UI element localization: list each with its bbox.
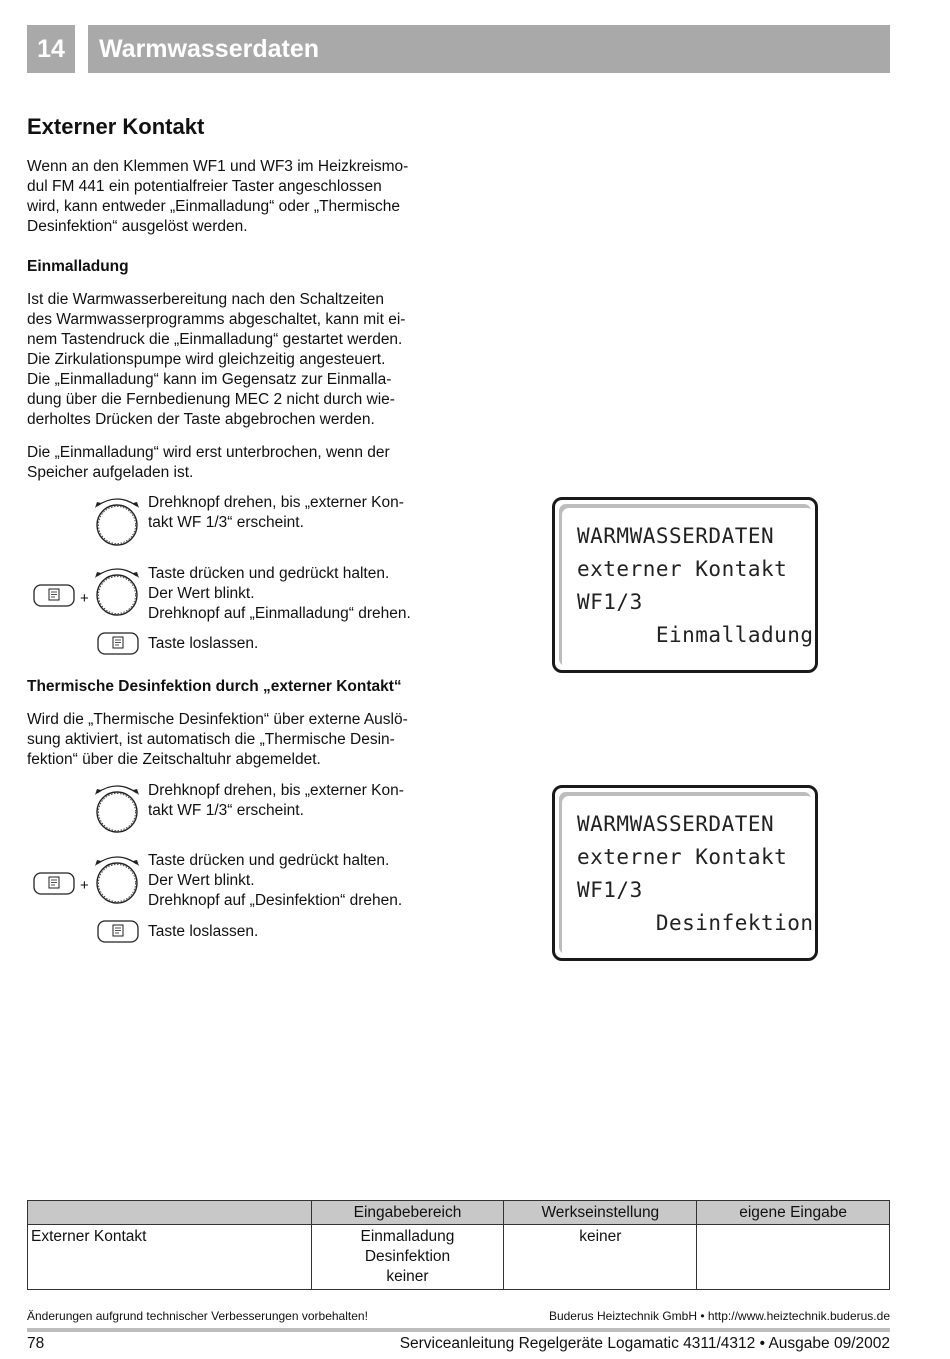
menu-button-icon [33, 584, 75, 607]
parameter-table [27, 1200, 890, 1290]
table-cell-name: Externer Kontakt [28, 1225, 312, 1290]
desinfektion-title: Thermische Desinfektion durch „externer Kontakt“ [27, 678, 402, 695]
section-title: Externer Kontakt [27, 114, 205, 139]
table-cell-own[interactable] [697, 1225, 890, 1290]
menu-button-icon [33, 872, 75, 895]
lcd-line-1: WARMWASSERDATEN [577, 812, 775, 836]
rotary-knob-icon [93, 564, 141, 616]
lcd-line-2: externer Kontakt [577, 845, 788, 869]
desinfektion-step-1: Drehknopf drehen, bis „externer Kon- takt WF 1/3“ erscheint. [148, 782, 404, 819]
chapter-title: Warmwasserdaten [88, 25, 890, 73]
einmalladung-step-3: Taste loslassen. [148, 635, 259, 652]
rotary-knob-icon [93, 494, 141, 546]
menu-button-icon [97, 920, 139, 943]
table-row [28, 1225, 890, 1290]
table-header: Eingabebereich [311, 1201, 504, 1225]
intro-paragraph: Wenn an den Klemmen WF1 und WF3 im Heizkreismo- dul FM 441 ein potentialfreier Taster angeschlossen wird, kann entweder „Einmalladung“ oder „Thermische Desinfektion“ ausgelöst werden. [27, 158, 409, 235]
rotary-knob-icon [93, 781, 141, 833]
einmalladung-paragraph-1: Ist die Warmwasserbereitung nach den Schaltzeiten des Warmwasserprogramms abgeschaltet, kann mit ei- nem Tastendruck die „Einmalladung“ gestartet werden. Die Zirkulationspumpe wird gleichzeitig angesteuert. Die „Einmalladung“ kann im Gegensatz zur Einmalla- dung über die Fernbedienung MEC 2 nicht durch wie- derholtes Drücken der Taste abgebrochen werden. [27, 291, 406, 428]
lcd-line-1: WARMWASSERDATEN [577, 524, 775, 548]
menu-button-icon [97, 632, 139, 655]
desinfektion-step-3: Taste loslassen. [148, 923, 259, 940]
footer-company: Buderus Heiztechnik GmbH • http://www.heiztechnik.buderus.de [548, 1309, 890, 1323]
desinfektion-step-2: Taste drücken und gedrückt halten. Der Wert blinkt. Drehknopf auf „Desinfektion“ drehen. [148, 852, 403, 909]
table-header: eigene Eingabe [697, 1201, 890, 1225]
table-cell-default: keiner [504, 1225, 697, 1290]
plus-sign: + [80, 590, 89, 607]
page-number: 78 [27, 1335, 45, 1352]
einmalladung-step-1: Drehknopf drehen, bis „externer Kon- takt WF 1/3“ erscheint. [148, 494, 404, 531]
lcd-line-4: Einmalladung [577, 623, 814, 647]
table-cell-range: Einmalladung Desinfektion keiner [311, 1225, 504, 1290]
lcd-line-3: WF1/3 [577, 590, 643, 614]
desinfektion-paragraph: Wird die „Thermische Desinfektion“ über externe Auslö- sung aktiviert, ist automatisch die „Thermische Desin- fektion“ über die Zeitschaltuhr abgemeldet. [27, 711, 408, 768]
table-header-row [28, 1201, 890, 1225]
table-header: Werkseinstellung [504, 1201, 697, 1225]
plus-sign: + [80, 877, 89, 894]
chapter-number: 14 [27, 25, 75, 73]
document-title: Serviceanleitung Regelgeräte Logamatic 4311/4312 • Ausgabe 09/2002 [399, 1335, 890, 1352]
lcd-display-desinfektion [552, 785, 818, 961]
footer-divider [27, 1328, 890, 1332]
footer-note: Änderungen aufgrund technischer Verbesserungen vorbehalten! [27, 1309, 368, 1323]
lcd-line-2: externer Kontakt [577, 557, 788, 581]
einmalladung-step-2: Taste drücken und gedrückt halten. Der Wert blinkt. Drehknopf auf „Einmalladung“ drehen. [148, 565, 411, 622]
lcd-line-4: Desinfektion [577, 911, 814, 935]
lcd-line-3: WF1/3 [577, 878, 643, 902]
lcd-display-einmalladung [552, 497, 818, 673]
table-header [28, 1201, 312, 1225]
einmalladung-paragraph-2: Die „Einmalladung“ wird erst unterbrochen, wenn der Speicher aufgeladen ist. [27, 444, 390, 481]
rotary-knob-icon [93, 852, 141, 904]
einmalladung-title: Einmalladung [27, 258, 129, 275]
